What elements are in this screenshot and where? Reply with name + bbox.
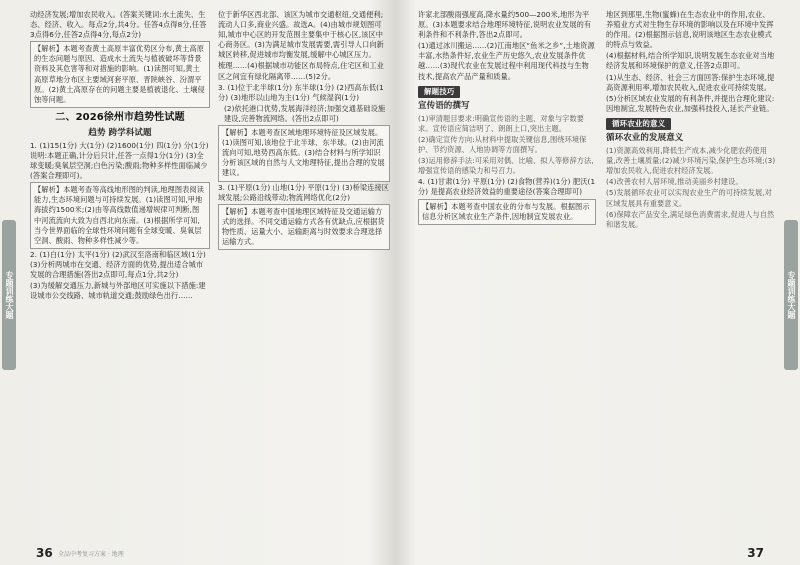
footer-note: 全品中考复习方案 · 地理 — [58, 551, 124, 558]
tip-item: (3)运用修辞手法:可采用对偶、比喻、拟人等修辞方法,增强宣传语的感染力和号召力。 — [418, 156, 594, 176]
analysis-paragraph: 【解析】本题考查中国农业的分布与发展。根据图示信息分析区域农业生产条件,因地制宜发展农业。 — [418, 199, 596, 225]
paragraph: 许家北部酸雨强度高,降水量约500—200米,地形为平原。(3)本题要求结合地理环境特征,说明农业发展的有利条件和不利条件,答出2点即可。 — [418, 10, 592, 40]
analysis-paragraph: 【解析】本题考查中国地理区域特征及交通运输方式的选择。不同交通运输方式各有优缺点,应根据货物性质、运量大小、运输距离与时效要求合理选择运输方式。 — [218, 204, 390, 250]
page-number-left: 36 — [36, 546, 53, 560]
left-page-column-1 — [30, 10, 210, 535]
question-answer: 1. (1)15(1分) 大(1分) (2)1600(1分) 四(1分) 分(1分) 说明:本题正确,计分后只计,任答一点得1分(1分) (3)全球变暖;臭氧层空洞;白色污染;酸雨;物种多样性面临减少(答案合理即可)。 — [30, 140, 209, 181]
knowledge-banner: 循环农业的意义 — [606, 118, 671, 130]
knowledge-item: (5)发展循环农业可以实现农业生产的可持续发展,对区域发展具有重要意义。 — [606, 188, 772, 208]
page-number-right: 37 — [747, 546, 764, 560]
question-answer: 3. (1)位于北半球(1分) 东半球(1分) (2)西高东低(1分) (3)地形以山地为主(1分) 气候湿润(1分) — [218, 82, 384, 102]
question-answer: 4. (1)甘肃(1分) 平原(1分) (2)食物(营养)(1分) 肥沃(1分) 是提高农业经济效益的重要途径(答案合理即可) — [418, 177, 596, 197]
right-page-column-1 — [418, 10, 596, 535]
paragraph: 梳理……(4)根据城市功能区布局特点,住宅区和工业区之间宜有绿化隔离带……(5)2分。 — [218, 61, 384, 81]
right-page-column-2 — [606, 10, 776, 535]
paragraph: (1)通过冰川搬运……(2)江南地区“鱼米之乡”,土地资源丰富,水热条件好,农业生产历史悠久,农业发展条件优越……(3)现代农业在发展过程中利用现代科技与生物技术,提高农产品产量和质量。 — [418, 41, 595, 81]
section-title: 二、2026徐州市趋势性试题 — [55, 111, 185, 123]
paragraph: (1)从生态、经济、社会三方面回答:保护生态环境,提高资源利用率,增加农民收入,促进农业可持续发展。 — [606, 72, 775, 92]
analysis-paragraph: 【解析】本题考查等高线地形图的判读,地理图表阅读能力,生态环境问题与可持续发展。(1)读图可知,甲地海拔约1500米;(2)由等高线数值递增规律可判断,图中河流流向大致为自西北向东南。(3)根据所学可知,当今世界面临的全球性环境问题有全球变暖、臭氧层空洞、酸雨、物种多样性减少等。 — [30, 182, 210, 249]
side-tab-right: 专题训练大题 — [784, 220, 798, 370]
knowledge-item: (4)改善农村人居环境,推动美丽乡村建设。 — [606, 177, 743, 187]
question-answer: 2. (1)白(1分) 太平(1分) (2)武汉至洛南和临区域(1分) (3)分析两城市在交通、经济方面的优势,提出适合城市发展的合理措施(答出2点即可,每点1分,共2分) — [30, 249, 206, 279]
knowledge-subheading: 循环农业的发展意义 — [606, 133, 684, 144]
paragraph: (5)分析区域农业发展的有利条件,并提出合理化建议:因地制宜,发展特色农业,加强科技投入,延长产业链。 — [606, 93, 775, 113]
paragraph: 动经济发展;增加农民收入。(答案关键词:水土流失、生态、经济、收入。每点2分,共4分。任答4点得8分,任答3点得6分,任答2点得4分,每点2分) — [30, 10, 207, 40]
answer-detail: (2)依托港口优势,发展海洋经济;加强交通基础设施建设,完善物流网络。(答出2点即可) — [224, 103, 386, 123]
analysis-paragraph: 【解析】本题考查黄土高原丰富优势区分布,黄土高原的生态问题与原因、造成水土流失与植被破坏等背景资料及其危害等和对措施的影响。(1)读图可知,黄土高原草地分布区主要域河套平原、晋陕峡谷、汾渭平原。(2)黄土高原存在的问题主要是植被退化、土壤侵蚀等问题。 — [30, 41, 210, 108]
tip-item: (1)审清题目要求:明确宣传语的主题、对象与字数要求。宣传语应简洁明了、朗朗上口,突出主题。 — [418, 113, 585, 133]
paragraph: 地区到那里,生物(蜜蜂)在生态农业中的作用,农业、养殖业方式对生物生存环境的影响以及在环境中发挥的作用。(2)根据图示信息,说明该地区生态农业模式的特点与效益。 — [606, 10, 774, 50]
tips-subheading: 宣传语的撰写 — [418, 100, 470, 111]
paragraph: (4)根据材料,结合所学知识,说明发展生态农业对当地经济发展和环境保护的意义,任答2点即可。 — [606, 51, 775, 71]
analysis-paragraph: 【解析】本题考查区域地理环境特征及区域发展。(1)读图可知,该地位于北半球、东半球。(2)由河流流向可知,地势西高东低。(3)结合材料与所学知识分析该区域的自然与人文地理特征,提出合理的发展建议。 — [218, 125, 390, 181]
section-subheading: 趋势 跨学科试题 — [88, 127, 152, 138]
knowledge-item: (1)资源高效利用,降低生产成本,减少化肥农药使用量,改善土壤质量;(2)减少环境污染,保护生态环境;(3)增加农民收入,促进农村经济发展。 — [606, 146, 776, 176]
tip-item: (2)确定宣传方向:从材料中提取关键信息,围绕环境保护、节约资源、人地协调等方面撰写。 — [418, 134, 587, 155]
question-answer: 3. (1)平原(1分) 山地(1分) 平原(1分) (3)桥梁连接区域发展;公路沿线带动;物流网络优化(2分) — [218, 182, 390, 202]
paragraph: 位于新华区西北部、该区为城市交通枢纽,交通便利;流动人口多,商业兴盛。故选A。(4)由城市规划图可知,城市中心区的开发范围主要集中于核心区,该区中心商务区。(3)为满足城市发展需要,需引导人口向新城区转移,促进城市均衡发展,缓解中心城区压力。 — [218, 10, 384, 60]
side-tab-left: 专题训练大题 — [2, 220, 16, 370]
tips-banner: 解题技巧 — [418, 86, 460, 98]
paragraph: (3)为缓解交通压力,新城与外部地区可实施以下措施:建设城市公交线路、城市轨道交通;鼓励绿色出行…… — [30, 281, 206, 301]
left-page-column-2 — [218, 10, 390, 535]
knowledge-item: (6)保障农产品安全,满足绿色消费需求,促进人与自然和谐发展。 — [606, 209, 775, 229]
